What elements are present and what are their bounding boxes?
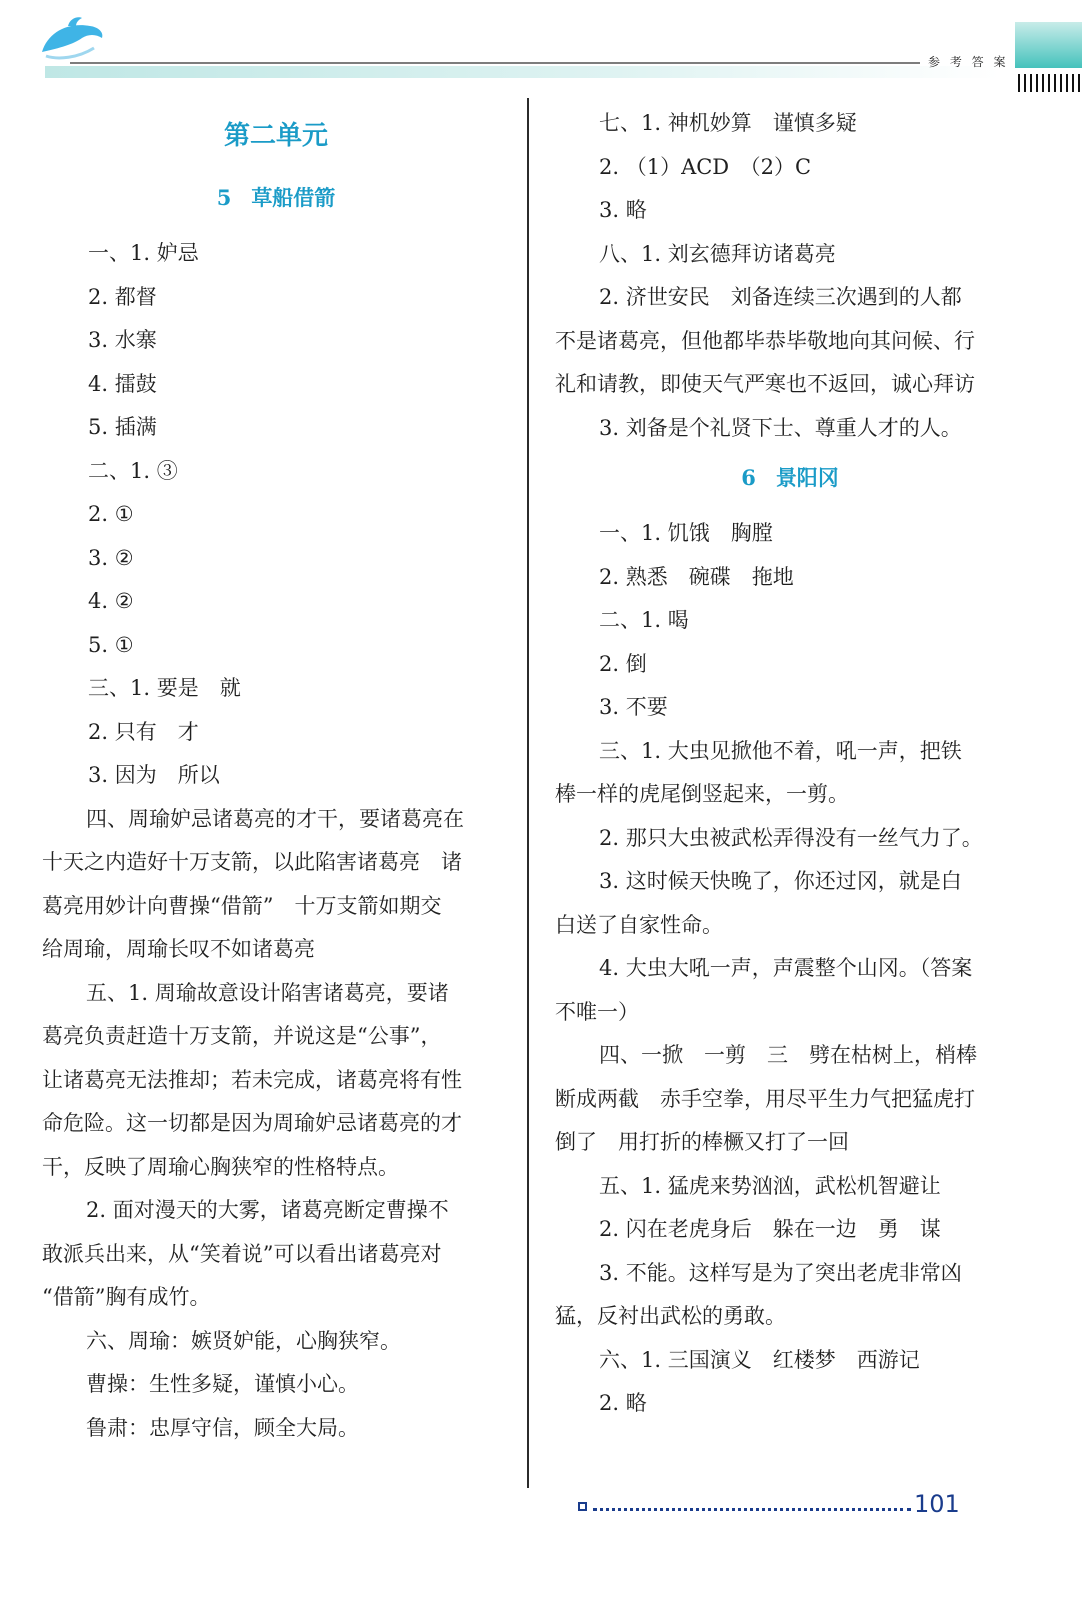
- lesson-number: 5: [216, 185, 232, 210]
- answer-line: 3. 因为 所以: [88, 763, 220, 787]
- answer-paragraph-line: 鲁肃：忠厚守信，顾全大局。: [86, 1415, 359, 1440]
- answer-paragraph-line: 三、1. 大虫见掀他不着，吼一声，把铁: [599, 738, 962, 763]
- answer-paragraph-line: 干，反映了周瑜心胸狭窄的性格特点。: [42, 1154, 399, 1179]
- lesson-title-5: [42, 170, 510, 226]
- answer-paragraph-line: 十天之内造好十万支箭，以此陷害诸葛亮 诸: [42, 850, 462, 874]
- answer-line: 3. 不要: [599, 695, 668, 719]
- page-header: [0, 0, 1082, 95]
- answer-line: 2. （1）ACD （2）C: [599, 154, 812, 179]
- answer-line: 4. ②: [88, 589, 134, 613]
- answer-line: 3. 略: [599, 198, 647, 222]
- answer-line: 八、1. 刘玄德拜访诸葛亮: [599, 241, 836, 266]
- answer-paragraph-line: 四、周瑜妒忌诸葛亮的才干，要诸葛亮在: [86, 806, 464, 831]
- answer-paragraph-line: 白送了自家性命。: [555, 912, 723, 937]
- header-teal-block: [1015, 22, 1082, 68]
- answer-line: 3. 刘备是个礼贤下士、尊重人才的人。: [599, 415, 962, 440]
- answer-paragraph-line: 葛亮用妙计向曹操“借箭” 十万支箭如期交: [42, 893, 442, 918]
- answer-paragraph-line: 给周瑜，周瑜长叹不如诸葛亮: [42, 937, 315, 961]
- answer-line: 2. 都督: [88, 284, 157, 309]
- answer-paragraph-line: 不是诸葛亮，但他都毕恭毕敬地向其问候、行: [555, 328, 975, 353]
- answer-paragraph-line: 五、1. 周瑜故意设计陷害诸葛亮，要诸: [86, 980, 449, 1005]
- answer-paragraph-line: 2. 面对漫天的大雾，诸葛亮断定曹操不: [86, 1198, 449, 1222]
- answer-line: 2. 倒: [599, 651, 647, 676]
- answer-paragraph-line: 2. 闪在老虎身后 躲在一边 勇 谋: [599, 1217, 941, 1241]
- answer-paragraph-line: 2. 略: [599, 1391, 647, 1415]
- answer-paragraph-line: 礼和请教，即使天气严寒也不返回，诚心拜访: [555, 372, 975, 396]
- answer-line: 4. 擂鼓: [88, 371, 157, 396]
- dolphin-logo-icon: [38, 14, 108, 64]
- answer-paragraph-line: 五、1. 猛虎来势汹汹，武松机智避让: [599, 1173, 941, 1198]
- answer-line: 2. ①: [88, 502, 134, 526]
- answer-line: 七、1. 神机妙算 谨慎多疑: [599, 111, 857, 135]
- lesson-name: 草船借箭: [251, 185, 336, 210]
- answer-paragraph-line: 六、周瑜：嫉贤妒能，心胸狭窄。: [86, 1328, 401, 1353]
- answer-line: 5. ①: [88, 632, 134, 657]
- answer-paragraph-line: 葛亮负责赶造十万支箭，并说这是“公事”，: [42, 1024, 442, 1048]
- unit-title: 第二单元: [223, 121, 328, 151]
- answer-line: 一、1. 妒忌: [88, 241, 199, 265]
- answer-line: 三、1. 要是 就: [88, 676, 241, 700]
- answer-paragraph-line: 让诸葛亮无法推却；若未完成，诸葛亮将有性: [42, 1067, 462, 1092]
- answer-line: 2. 熟悉 碗碟 拖地: [599, 564, 794, 589]
- answer-paragraph-line: 命危险。这一切都是因为周瑜妒忌诸葛亮的才: [42, 1111, 462, 1135]
- barcode-decoration: [1018, 74, 1080, 92]
- answer-line: 3. ②: [88, 545, 134, 570]
- lesson-number: 6: [741, 465, 756, 490]
- answer-paragraph-line: 2. 济世安民 刘备连续三次遇到的人都: [599, 285, 962, 309]
- page-number: 101: [914, 1490, 960, 1518]
- answer-paragraph-line: 棒一样的虎尾倒竖起来，一剪。: [555, 782, 849, 806]
- answer-line: 一、1. 饥饿 胸膛: [599, 521, 773, 545]
- answer-paragraph-line: 4. 大虫大吼一声，声震整个山冈。（答案: [599, 956, 973, 980]
- lesson-name: 景阳冈: [775, 465, 839, 490]
- header-rule: [70, 62, 920, 64]
- answer-line: 2. 只有 才: [88, 719, 199, 744]
- answer-paragraph-line: 断成两截 赤手空拳，用尽平生力气把猛虎打: [555, 1086, 975, 1111]
- lesson-title-6: [555, 450, 1025, 506]
- answer-paragraph-line: “借箭”胸有成竹。: [42, 1285, 211, 1309]
- answer-paragraph-line: 曹操：生性多疑，谨慎小心。: [86, 1372, 359, 1396]
- answer-line: 二、1. ③: [88, 458, 178, 483]
- column-divider: [527, 98, 529, 1488]
- answer-paragraph-line: 2. 那只大虫被武松弄得没有一丝气力了。: [599, 825, 983, 850]
- answer-paragraph-line: 猛，反衬出武松的勇敢。: [555, 1304, 786, 1328]
- answer-line: 5. 插满: [88, 415, 157, 439]
- answer-paragraph-line: 敢派兵出来，从“笑着说”可以看出诸葛亮对: [42, 1241, 442, 1266]
- answer-line: 3. 水寨: [88, 328, 157, 352]
- answer-paragraph-line: 3. 不能。这样写是为了突出老虎非常凶: [599, 1260, 962, 1285]
- page-footer: [578, 1490, 1058, 1530]
- right-column: [555, 102, 1025, 1426]
- square-icon: [578, 1502, 587, 1511]
- dotted-leader: [593, 1508, 911, 1511]
- answer-paragraph-line: 不唯一）: [555, 999, 639, 1024]
- answer-paragraph-line: 倒了 用打折的棒橛又打了一回: [555, 1130, 849, 1154]
- left-column: [42, 102, 510, 1450]
- header-band: [45, 66, 1000, 78]
- answer-paragraph-line: 3. 这时候天快晚了，你还过冈，就是白: [599, 869, 962, 893]
- answer-paragraph-line: 四、一掀 一剪 三 劈在枯树上，梢棒: [599, 1043, 977, 1067]
- header-label: 参 考 答 案: [928, 55, 1009, 69]
- answer-paragraph-line: 六、1. 三国演义 红楼梦 西游记: [599, 1347, 920, 1372]
- answer-line: 二、1. 喝: [599, 608, 689, 632]
